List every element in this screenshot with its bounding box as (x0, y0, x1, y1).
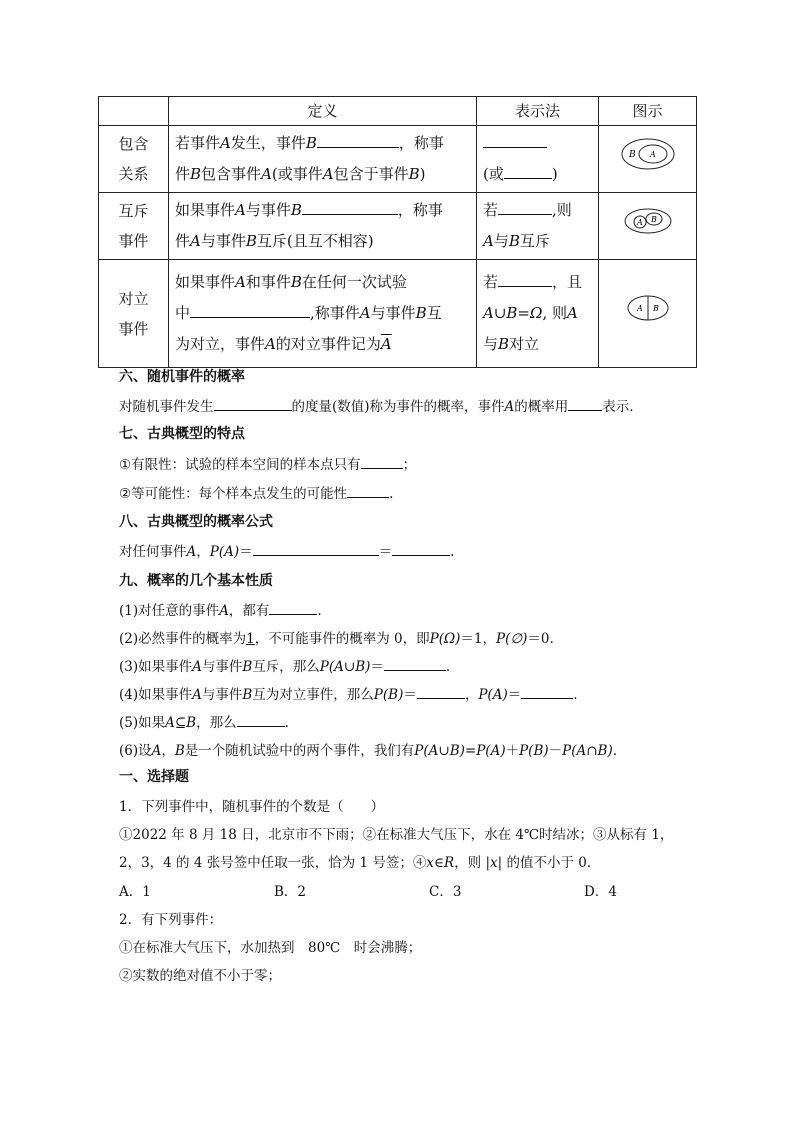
text: ＝ (378, 544, 393, 560)
text: . (612, 743, 618, 759)
def-text: ，称事 (397, 201, 443, 219)
category-cell (99, 193, 169, 260)
answer-blank[interactable] (384, 655, 446, 671)
text: (5)如果 (119, 715, 166, 731)
table-header-row (99, 97, 697, 126)
text: ＝ (403, 687, 417, 703)
note-text: 与 (483, 335, 499, 353)
def-var: B (290, 273, 302, 291)
text: 对随机事件发生 (119, 399, 214, 415)
property-4 (119, 683, 578, 703)
answer-blank[interactable] (237, 711, 285, 727)
table-row-exclusive (99, 193, 697, 260)
text: (2)必然事件的概率为 (119, 631, 247, 647)
answer-blank[interactable] (417, 683, 465, 699)
answer-blank[interactable] (253, 540, 379, 556)
note-text: 若 (483, 201, 499, 219)
text: ， (161, 743, 175, 759)
note-text: (或 (483, 165, 504, 183)
note-text: ，且 (552, 273, 583, 291)
note-text: , 则 (542, 304, 567, 322)
answer-blank[interactable] (347, 482, 389, 498)
note-text: 对立 (509, 335, 540, 353)
def-text: ) (419, 165, 426, 183)
text: － (548, 743, 563, 759)
category-cell (99, 260, 169, 368)
def-var-complement: $\overline{A}$ (380, 335, 392, 353)
text: ，不可能事件的概率为 0，即 (254, 631, 430, 647)
venn-label-b: B (652, 304, 659, 313)
note-var: B (498, 335, 510, 353)
def-text: 互斥(且互不相容) (256, 232, 374, 250)
var: A (186, 544, 197, 560)
category-line-2: 事件 (118, 232, 149, 250)
venn-label-a: A (636, 304, 643, 313)
venn-outer-ellipse (625, 209, 671, 233)
figure-cell (599, 260, 697, 368)
def-var: B (415, 304, 427, 322)
inclusion-venn-diagram (620, 137, 676, 171)
note-var: A (483, 232, 494, 250)
def-var: A (190, 232, 201, 250)
section-8-formula (119, 540, 454, 560)
note-var: A (566, 304, 578, 322)
text: = (464, 743, 477, 759)
header-notation: 表示法 (477, 97, 599, 126)
category-line-1: 对立 (118, 289, 149, 308)
text: 互为对立事件，那么 (252, 687, 374, 703)
text: (4)如果事件 (119, 687, 193, 703)
text: ＝0. (527, 631, 554, 647)
answer-blank[interactable] (483, 132, 547, 148)
def-text: 和事件 (245, 273, 291, 291)
notation-cell (477, 126, 599, 193)
def-text: 为对立，事件 (175, 335, 266, 353)
venn-label-b: B (650, 214, 657, 224)
def-text: 如果事件 (175, 273, 236, 291)
def-var: A (359, 304, 371, 322)
section-7-line-1 (119, 453, 416, 473)
var: B (242, 687, 253, 703)
note-var: A∪B=Ω (483, 304, 543, 322)
def-text: ,称事件 (310, 304, 360, 322)
option-b[interactable]: B．2 (274, 884, 307, 900)
category-cell (99, 126, 169, 193)
section-9-title: 九、概率的几个基本性质 (119, 573, 273, 589)
definition-cell (169, 260, 477, 368)
var: A⊆B (165, 715, 197, 731)
text: . (573, 687, 578, 703)
var: A (192, 659, 202, 675)
var: P(A) (476, 743, 506, 759)
var: x∈R (426, 855, 455, 871)
notation-cell (477, 193, 599, 260)
definition-cell (169, 193, 477, 260)
var: A (219, 603, 229, 619)
answer-blank[interactable] (302, 199, 398, 215)
answer-blank[interactable] (498, 271, 552, 287)
venn-label-a: A (636, 217, 643, 227)
var: P(A∩B) (562, 743, 613, 759)
note-text: 若 (483, 273, 499, 291)
text: 有限性：试验的样本空间的样本点只有 (131, 457, 361, 473)
note-text: ) (551, 165, 558, 183)
table-row-inclusion (99, 126, 697, 193)
def-var: A (235, 201, 246, 219)
category-line-2: 事件 (118, 319, 149, 338)
section-6-line-1 (119, 395, 634, 415)
var: P(A∪B) (319, 659, 371, 675)
text: ＝ (507, 687, 522, 703)
note-var: B (508, 232, 520, 250)
section-7-line-2 (119, 482, 393, 502)
property-3 (119, 655, 450, 675)
question-1-line-2 (119, 851, 600, 871)
text: 表示. (602, 399, 634, 415)
text: 是一个随机试验中的两个事件，我们有 (184, 743, 415, 759)
header-figure: 图示 (599, 97, 697, 126)
note-text: 互斥 (519, 232, 550, 250)
option-a[interactable]: A．1 (119, 884, 151, 900)
var: A (504, 399, 515, 415)
figure-cell (599, 126, 697, 193)
option-c[interactable]: C．3 (429, 884, 462, 900)
def-text: 件 (175, 165, 191, 183)
text: ＝ (370, 659, 384, 675)
table-row-complementary (99, 260, 697, 368)
def-text: 互 (426, 304, 442, 322)
question-2-item-2: ②实数的绝对值不小于零； (119, 968, 281, 984)
exclusive-venn-diagram (623, 207, 673, 235)
var: P(A) (209, 544, 240, 560)
venn-label-inner: A (649, 149, 656, 159)
def-text: ，称事 (398, 134, 444, 152)
def-text: 在任何一次试验 (301, 273, 407, 291)
answer-blank[interactable] (392, 540, 450, 556)
venn-label-outer: B (628, 149, 636, 160)
property-6 (119, 739, 617, 759)
note-text: 与 (493, 232, 509, 250)
def-var: A (265, 335, 276, 353)
notation-cell (477, 260, 599, 368)
figure-cell (599, 193, 697, 260)
def-var: B (245, 232, 257, 250)
note-text: ,则 (552, 201, 572, 219)
var: P(∅) (496, 631, 528, 647)
def-text: 包含于事件 (333, 165, 409, 183)
text: ； (402, 457, 417, 473)
var: B (242, 659, 253, 675)
text: . (389, 486, 394, 502)
var: P(B) (373, 687, 404, 703)
answer-blank[interactable] (190, 302, 310, 318)
text: (3)如果事件 (119, 659, 193, 675)
section-7-title: 七、古典概型的特点 (119, 426, 245, 442)
text: 的度量(数值)称为事件的概率，事件 (291, 399, 505, 415)
def-var: A (322, 165, 334, 183)
text: ，则 (454, 855, 482, 871)
var: P(A) (478, 687, 508, 703)
section-8-title: 八、古典概型的概率公式 (119, 514, 273, 530)
text: . (445, 659, 451, 675)
circled-number: ② (119, 486, 132, 502)
var: A (151, 743, 162, 759)
def-text: 与事件 (370, 304, 416, 322)
answer-blank[interactable] (214, 395, 292, 411)
var: P(B) (519, 743, 549, 759)
text: ，那么 (196, 715, 237, 731)
text: 1 (246, 631, 255, 647)
def-var: A (220, 134, 231, 152)
def-text: (或事件 (271, 165, 323, 183)
text: 与事件 (201, 687, 243, 703)
def-text: 与事件 (200, 232, 246, 250)
text: . (284, 715, 289, 731)
var: A (192, 687, 202, 703)
property-5 (119, 711, 289, 731)
question-section-title: 一、选择题 (119, 769, 189, 785)
category-line-2: 关系 (118, 165, 149, 183)
def-var: A (235, 273, 246, 291)
definition-cell (169, 126, 477, 193)
def-text: 的对立事件记为 (275, 335, 381, 353)
text: 对任何事件 (119, 544, 187, 560)
event-relations-table (98, 96, 697, 368)
text: 的值不小于 0． (506, 855, 601, 871)
def-var: B (190, 165, 202, 183)
def-text: 件 (175, 232, 191, 250)
header-definition: 定义 (169, 97, 477, 126)
complementary-venn-diagram (626, 294, 670, 322)
text: ， (464, 687, 479, 703)
text: 与事件 (201, 659, 243, 675)
def-text: 发生，事件 (230, 134, 306, 152)
property-1 (119, 599, 322, 619)
answer-blank[interactable] (361, 453, 403, 469)
def-text: 中 (175, 304, 191, 322)
text: . (450, 544, 455, 560)
text: . (317, 603, 322, 619)
answer-blank[interactable] (498, 199, 552, 215)
answer-blank[interactable] (521, 683, 573, 699)
option-d[interactable]: D．4 (584, 884, 617, 900)
property-2 (119, 627, 554, 647)
text: 互斥，那么 (252, 659, 320, 675)
def-text: 若事件 (175, 134, 221, 152)
question-2-item-1: ①在标准大气压下，水加热到 80℃ 时会沸腾； (119, 940, 422, 956)
category-line-1: 互斥 (118, 202, 149, 220)
answer-blank[interactable] (568, 395, 602, 411)
text: ＝1， (460, 631, 497, 647)
answer-blank[interactable] (317, 132, 399, 148)
text: ＝ (239, 544, 253, 560)
def-text: 如果事件 (175, 201, 236, 219)
text: ， (196, 544, 210, 560)
answer-blank[interactable] (269, 599, 317, 615)
text: (1)对任意的事件 (119, 603, 220, 619)
def-var: B (290, 201, 302, 219)
circled-number: ① (119, 457, 132, 473)
var: P(A∪B) (414, 743, 465, 759)
question-1-stem: 1．下列事件中，随机事件的个数是（ ） (119, 799, 385, 815)
text: 等可能性：每个样本点发生的可能性 (131, 486, 348, 502)
text: 的概率用 (514, 399, 569, 415)
category-line-1: 包含 (118, 135, 149, 153)
var: |x| (485, 855, 503, 871)
def-text: 与事件 (245, 201, 291, 219)
question-1-line-1: ①2022 年 8 月 18 日，北京市不下雨；②在标准大气压下，水在 4℃时结冰；③从标有 1， (119, 827, 674, 843)
text: ，都有 (228, 603, 270, 619)
def-text: 包含事件 (201, 165, 262, 183)
text: 2，3，4 的 4 张号签中任取一张，恰为 1 号签；④ (119, 855, 427, 871)
header-blank (99, 97, 169, 126)
def-var: B (305, 134, 317, 152)
question-2-stem: 2．有下列事件： (119, 912, 223, 928)
def-var: B (408, 165, 420, 183)
section-6-title: 六、随机事件的概率 (119, 369, 245, 385)
text: (6)设 (119, 743, 152, 759)
var: B (174, 743, 185, 759)
answer-blank[interactable] (504, 163, 552, 179)
def-var: A (261, 165, 272, 183)
text: ＋ (505, 743, 520, 759)
var: P(Ω) (429, 631, 461, 647)
